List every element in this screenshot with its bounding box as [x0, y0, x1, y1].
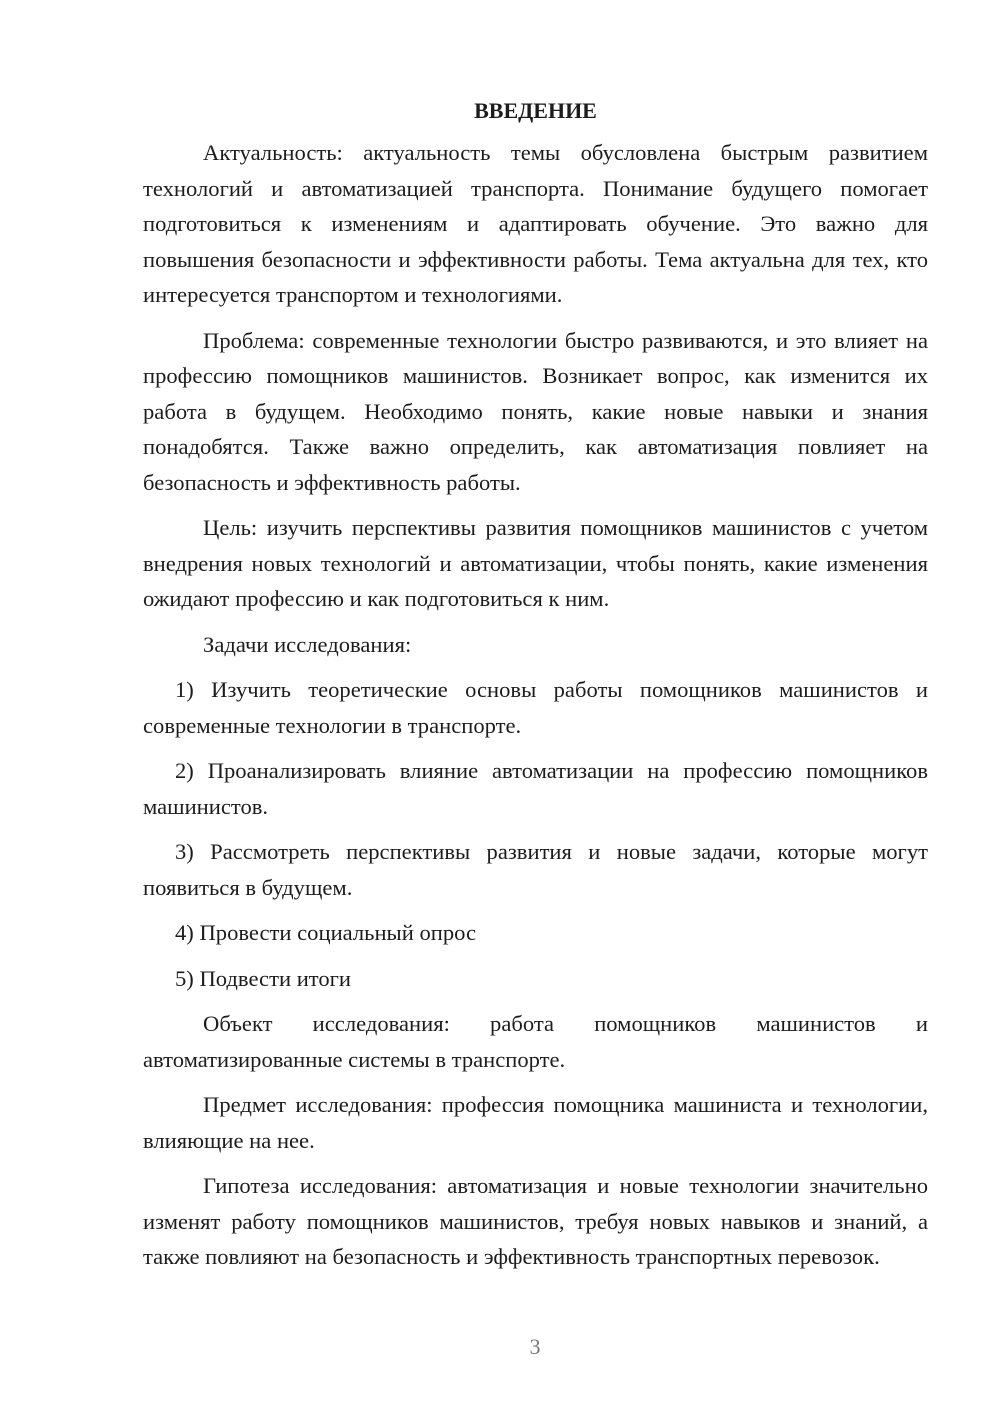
paragraph-relevance: Актуальность: актуальность темы обусловлена быстрым развитием технологий и автоматизацией транспорта. Понимание будущего помогает подготовиться к изменениям и адаптировать обучение. Это важно для повышения безопасности и эффективности работы. Тема актуальна для тех, кто интересуется транспортом и технологиями.	[143, 140, 928, 307]
page-content	[143, 96, 928, 1285]
page-number: 3	[529, 1334, 541, 1359]
task-item-2: 2) Проанализировать влияние автоматизации на профессию помощников машинистов.	[143, 758, 928, 819]
task-item-5: 5) Подвести итоги	[175, 965, 352, 991]
paragraph-object: Объект исследования: работа помощников машинистов и автоматизированные системы в транспорте.	[143, 1011, 928, 1072]
paragraph-goal: Цель: изучить перспективы развития помощников машинистов с учетом внедрения новых технологий и автоматизации, чтобы понять, какие изменения ожидают профессию и как подготовиться к ним.	[143, 515, 928, 611]
paragraph-hypothesis: Гипотеза исследования: автоматизация и новые технологии значительно изменят работу помощников машинистов, требуя новых навыков и знаний, а также повлияют на безопасность и эффективность транспортных перевозок.	[143, 1173, 928, 1269]
paragraph-problem: Проблема: современные технологии быстро развиваются, и это влияет на профессию помощников машинистов. Возникает вопрос, как изменится их работа в будущем. Необходимо понять, какие новые навыки и знания понадобятся. Также важно определить, как автоматизация повлияет на безопасность и эффективность работы.	[143, 327, 928, 495]
tasks-heading: Задачи исследования:	[203, 631, 412, 657]
task-item-4: 4) Провести социальный опрос	[175, 920, 477, 945]
task-item-1: 1) Изучить теоретические основы работы помощников машинистов и современные технологии в транспорте.	[143, 677, 928, 738]
paragraph-subject: Предмет исследования: профессия помощника машиниста и технологии, влияющие на нее.	[143, 1092, 928, 1153]
section-title: ВВЕДЕНИЕ	[474, 98, 597, 123]
task-item-3: 3) Рассмотреть перспективы развития и новые задачи, которые могут появиться в будущем.	[143, 839, 928, 900]
